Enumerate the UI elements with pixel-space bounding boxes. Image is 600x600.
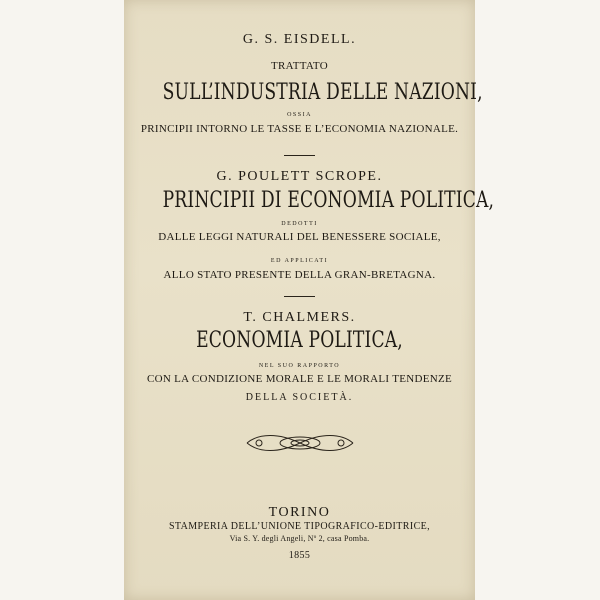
work-2-subtitle-2: ALLO STATO PRESENTE DELLA GRAN-BRETAGNA. <box>163 269 436 281</box>
separator-rule-1 <box>284 155 315 156</box>
work-3-title: ECONOMIA POLITICA, <box>196 328 403 353</box>
author-eisdell: G. S. EISDELL. <box>242 32 357 47</box>
scroll-flourish-icon <box>245 429 355 457</box>
imprint-publisher: STAMPERIA DELL’UNIONE TIPOGRAFICO-EDITRICE, <box>168 521 431 532</box>
work-3-connector: NEL SUO RAPPORTO <box>258 363 341 369</box>
work-1-subtitle: PRINCIPII INTORNO LE TASSE E L’ECONOMIA NAZIONALE. <box>140 123 459 135</box>
separator-rule-2 <box>284 296 315 297</box>
title-page <box>124 0 495 600</box>
imprint-city: TORINO <box>268 505 331 520</box>
work-2-connector: DEDOTTI <box>281 221 318 227</box>
author-chalmers: T. CHALMERS. <box>243 310 356 325</box>
imprint-address: Via S. Y. degli Angeli, Nº 2, casa Pomba. <box>229 534 370 543</box>
work-1-title: SULL’INDUSTRIA DELLE NAZIONI, <box>162 80 483 105</box>
imprint-year: 1855 <box>288 550 311 561</box>
work-2-subtitle: DALLE LEGGI NATURALI DEL BENESSERE SOCIALE, <box>158 231 441 243</box>
work-3-subtitle: CON LA CONDIZIONE MORALE E LE MORALI TENDENZE <box>146 373 453 385</box>
work-2-connector-2: ED APPLICATI <box>270 258 329 264</box>
work-3-subtitle-2: DELLA SOCIETÀ. <box>245 392 354 403</box>
work-1-heading: TRATTATO <box>271 60 328 72</box>
author-scrope: G. POULETT SCROPE. <box>216 169 383 184</box>
work-1-connector: OSSIA <box>287 112 312 118</box>
work-2-title: PRINCIPII DI ECONOMIA POLITICA, <box>162 188 495 213</box>
